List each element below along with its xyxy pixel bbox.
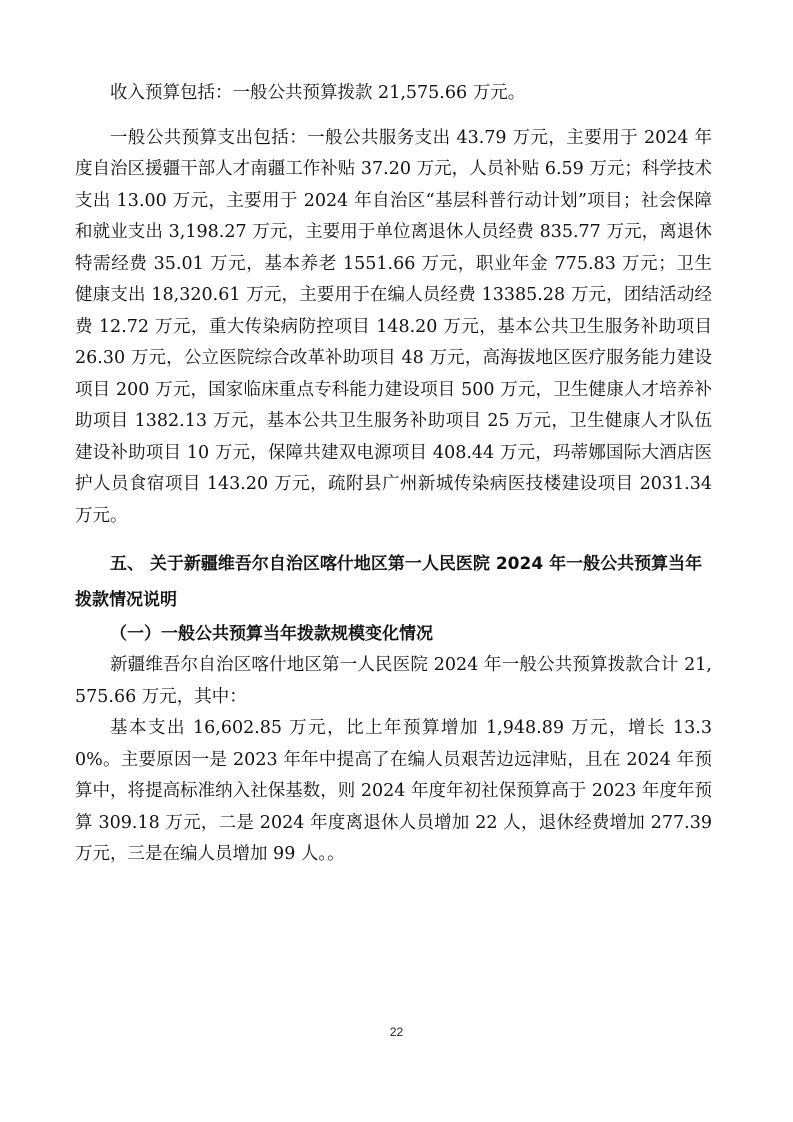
subsection-one-heading: （一）一般公共预算当年拨款规模变化情况 bbox=[110, 624, 433, 644]
document-page bbox=[75, 78, 712, 871]
section-five-heading: 五、 关于新疆维吾尔自治区喀什地区第一人民医院 2024 年一般公共预算当年拨款情况说明 bbox=[75, 554, 703, 610]
expenditure-detail-paragraph: 一般公共预算支出包括：一般公共服务支出 43.79 万元，主要用于 2024 年度自治区援疆干部人才南疆工作补贴 37.20 万元，人员补贴 6.59 万元；科学技术支出 13.00 万元，主要用于 2024 年自治区“基层科普行动计划”项目；社会保障和就业支出 3,198.27 万元，主要用于单位离退休人员经费 835.77 万元，离退休特需经费 35.01 万元，基本养老 1551.66 万元，职业年金 775.83 万元；卫生健康支出 18,320.61 万元，主要用于在编人员经费 13385.28 万元，团结活动经费 12.72 万元，重大传染病防控项目 148.20 万元，基本公共卫生服务补助项目 26.30 万元，公立医院综合改革补助项目 48 万元，高海拔地区医疗服务能力建设项目 200 万元，国家临床重点专科能力建设项目 500 万元，卫生健康人才培养补助项目 1382.13 万元，基本公共卫生服务补助项目 25 万元，卫生健康人才队伍建设补助项目 10 万元，保障共建双电源项目 408.44 万元，玛蒂娜国际大酒店医护人员食宿项目 143.20 万元，疏附县广州新城传染病医技楼建设项目 2031.34 万元。 bbox=[75, 127, 712, 526]
basic-expenditure-paragraph: 基本支出 16,602.85 万元，比上年预算增加 1,948.89 万元，增长 13.30%。主要原因一是 2023 年年中提高了在编人员艰苦边远津贴，且在 2024 年预算中，将提高标准纳入社保基数，则 2024 年度年初社保预算高于 2023 年度年预算 309.18 万元，二是 2024 年度离退休人员增加 22 人，退休经费增加 277.39 万元，三是在编人员增加 99 人。。 bbox=[75, 718, 712, 864]
appropriation-total-paragraph: 新疆维吾尔自治区喀什地区第一人民医院 2024 年一般公共预算拨款合计 21,575.66 万元，其中： bbox=[75, 655, 712, 707]
income-budget-paragraph: 收入预算包括：一般公共预算拨款 21,575.66 万元。 bbox=[110, 83, 526, 103]
page-number: 22 bbox=[389, 1025, 404, 1039]
